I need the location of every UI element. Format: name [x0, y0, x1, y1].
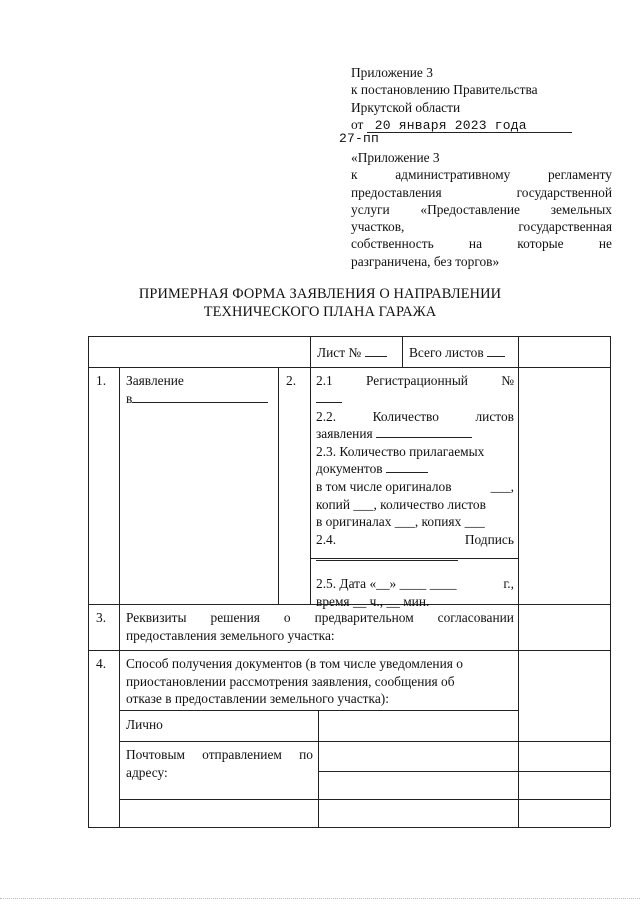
attached-docs-field[interactable]: 2.3. Количество прилагаемых	[316, 443, 485, 459]
sheet-number-field[interactable]: Лист №	[317, 344, 387, 362]
statement-sheets-count-field[interactable]: 2.2. Количество листов	[316, 408, 514, 424]
table-rule	[518, 336, 519, 827]
form-title-line-1: ПРИМЕРНАЯ ФОРМА ЗАЯВЛЕНИЯ О НАПРАВЛЕНИИ	[138, 286, 502, 302]
table-border-left	[88, 336, 89, 827]
annex-line-4: услуги «Предоставление земельных	[351, 201, 612, 217]
annex-line-3: предоставления государственной	[351, 184, 612, 200]
table-rule	[318, 771, 610, 772]
annex-line-5: участков, государственная	[351, 219, 612, 235]
statement-recipient-field[interactable]: в	[126, 390, 268, 408]
registration-details-cell: 2.1 Регистрационный № 2.2. Количество листов заявления 2.3. Количество прилагаемых документов в том числе оригиналов ___, копий ___, количество листов в оригиналах ___, копиях ___ 2.4. Подпись 2.5. Дата «__» ____ ____ г., время __ ч., __ мин.	[316, 373, 514, 609]
annex-line-6: собственность на которые не	[351, 236, 612, 252]
annex-title: Приложение 3	[351, 65, 433, 80]
date-field[interactable]: 2.5. Дата «__» ____ ____ г.,	[316, 576, 514, 592]
resolution-ref: к постановлению Правительства	[351, 82, 538, 98]
table-border-bottom	[88, 827, 610, 828]
form-title-line-2: ТЕХНИЧЕСКОГО ПЛАНА ГАРАЖА	[203, 304, 437, 320]
registration-number-field[interactable]: 2.1 Регистрационный №	[316, 373, 514, 388]
statement-cell[interactable]: Заявление в	[126, 372, 268, 407]
row-number: 3.	[96, 610, 107, 625]
table-rule	[402, 336, 403, 367]
region-name: Иркутской области	[351, 99, 461, 115]
table-border-right	[610, 336, 611, 827]
delivery-option-mail[interactable]: Почтовым отправлением по адресу:	[126, 747, 313, 780]
preliminary-decision-cell: Реквизиты решения о предварительном согласовании предоставления земельного участка:	[126, 610, 514, 643]
resolution-date-line: от 20 января 2023 года	[351, 116, 612, 133]
table-rule	[119, 799, 610, 800]
delivery-method-cell: Способ получения документов (в том числе уведомления о приостановлении рассмотрения заявления, сообщения об отказе в предоставлении земельного участка):	[126, 656, 463, 707]
annex-regulation	[351, 149, 612, 270]
table-rule	[119, 367, 120, 827]
table-rule	[318, 710, 319, 827]
resolution-date: 20 января 2023 года	[367, 119, 572, 133]
delivery-option-in-person[interactable]: Лично	[126, 717, 163, 732]
resolution-number: 27-пп	[339, 131, 380, 146]
total-sheets-field[interactable]: Всего листов	[409, 344, 505, 362]
table-rule	[88, 367, 610, 368]
annex-line-7: разграничена, без торгов»	[351, 253, 500, 269]
scan-edge-artifact	[0, 898, 640, 902]
table-rule	[119, 741, 610, 742]
table-rule	[310, 336, 311, 604]
row-subnumber: 2.	[286, 373, 297, 388]
annex-header	[351, 64, 612, 133]
table-rule	[278, 367, 279, 604]
table-rule	[88, 650, 610, 651]
row-number: 1.	[96, 373, 107, 388]
time-field[interactable]: время __ ч., __ мин.	[316, 593, 430, 609]
annex-line-1: «Приложение 3	[351, 150, 440, 165]
table-border-top	[88, 336, 610, 337]
annex-line-2: к административному регламенту	[351, 167, 612, 183]
row-number: 4.	[96, 656, 107, 671]
signature-field[interactable]: 2.4. Подпись	[316, 531, 514, 547]
